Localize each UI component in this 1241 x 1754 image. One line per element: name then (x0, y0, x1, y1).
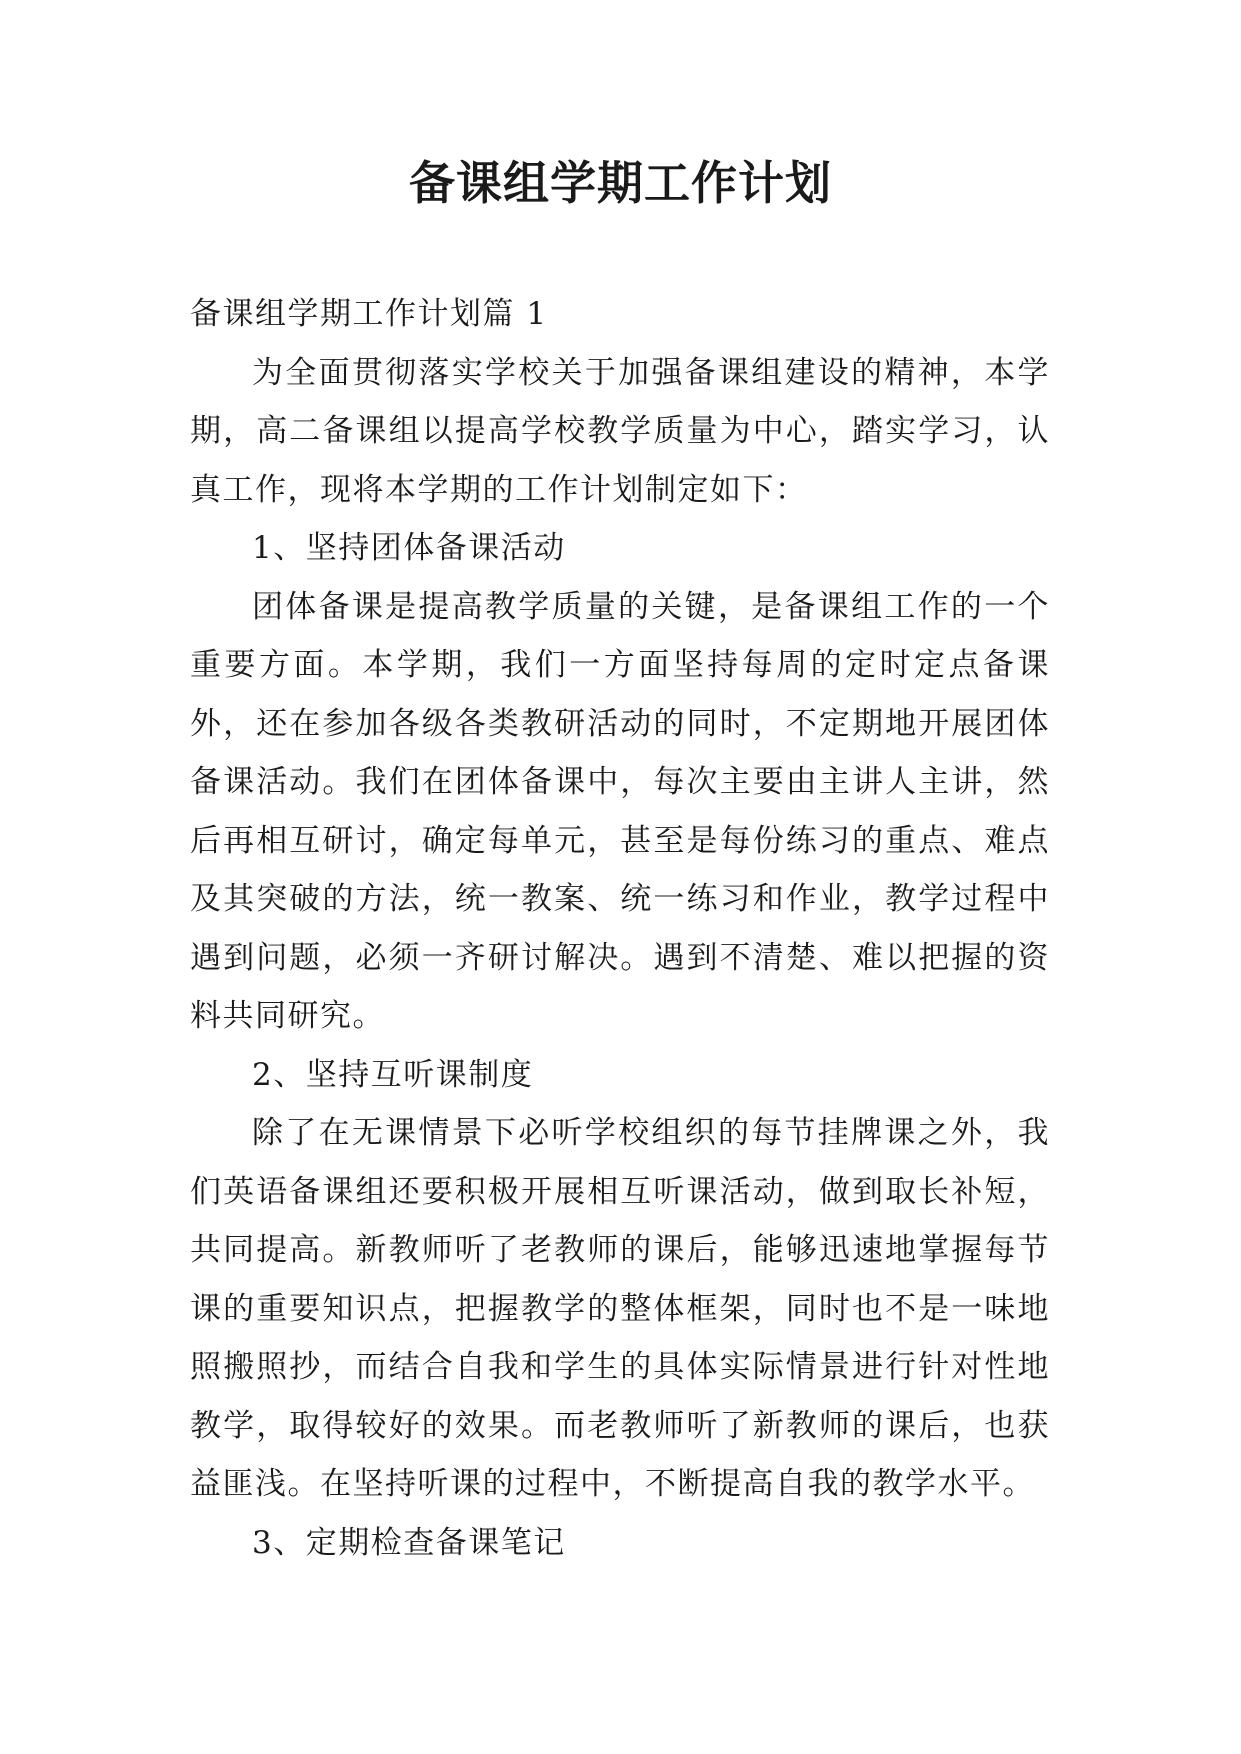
section-body-2: 除了在无课情景下必听学校组织的每节挂牌课之外，我们英语备课组还要积极开展相互听课活动，做到取长补短，共同提高。新教师听了老教师的课后，能够迅速地掌握每节课的重要知识点，把握教学的整体框架，同时也不是一味地照搬照抄，而结合自我和学生的具体实际情景进行针对性地教学，取得较好的效果。而老教师听了新教师的课后，也获益匪浅。在坚持听课的过程中，不断提高自我的教学水平。 (190, 1115, 1050, 1502)
section-heading-3: 3、定期检查备课笔记 (252, 1524, 566, 1561)
section-body-1: 团体备课是提高教学质量的关键，是备课组工作的一个重要方面。本学期，我们一方面坚持每周的定时定点备课外，还在参加各级各类教研活动的同时，不定期地开展团体备课活动。我们在团体备课中，每次主要由主讲人主讲，然后再相互研讨，确定每单元，甚至是每份练习的重点、难点及其突破的方法，统一教案、统一练习和作业，教学过程中遇到问题，必须一齐研讨解决。遇到不清楚、难以把握的资料共同研究。 (190, 588, 1050, 1034)
intro-paragraph: 为全面贯彻落实学校关于加强备课组建设的精神，本学期，高二备课组以提高学校教学质量为中心，踏实学习，认真工作，现将本学期的工作计划制定如下： (190, 354, 1050, 508)
document-body (190, 285, 1050, 1572)
section-heading-1: 1、坚持团体备课活动 (252, 530, 566, 566)
page-title: 备课组学期工作计划 (409, 156, 832, 210)
section-heading-2: 2、坚持互听课制度 (252, 1056, 534, 1093)
document-subtitle: 备课组学期工作计划篇 1 (190, 296, 548, 332)
